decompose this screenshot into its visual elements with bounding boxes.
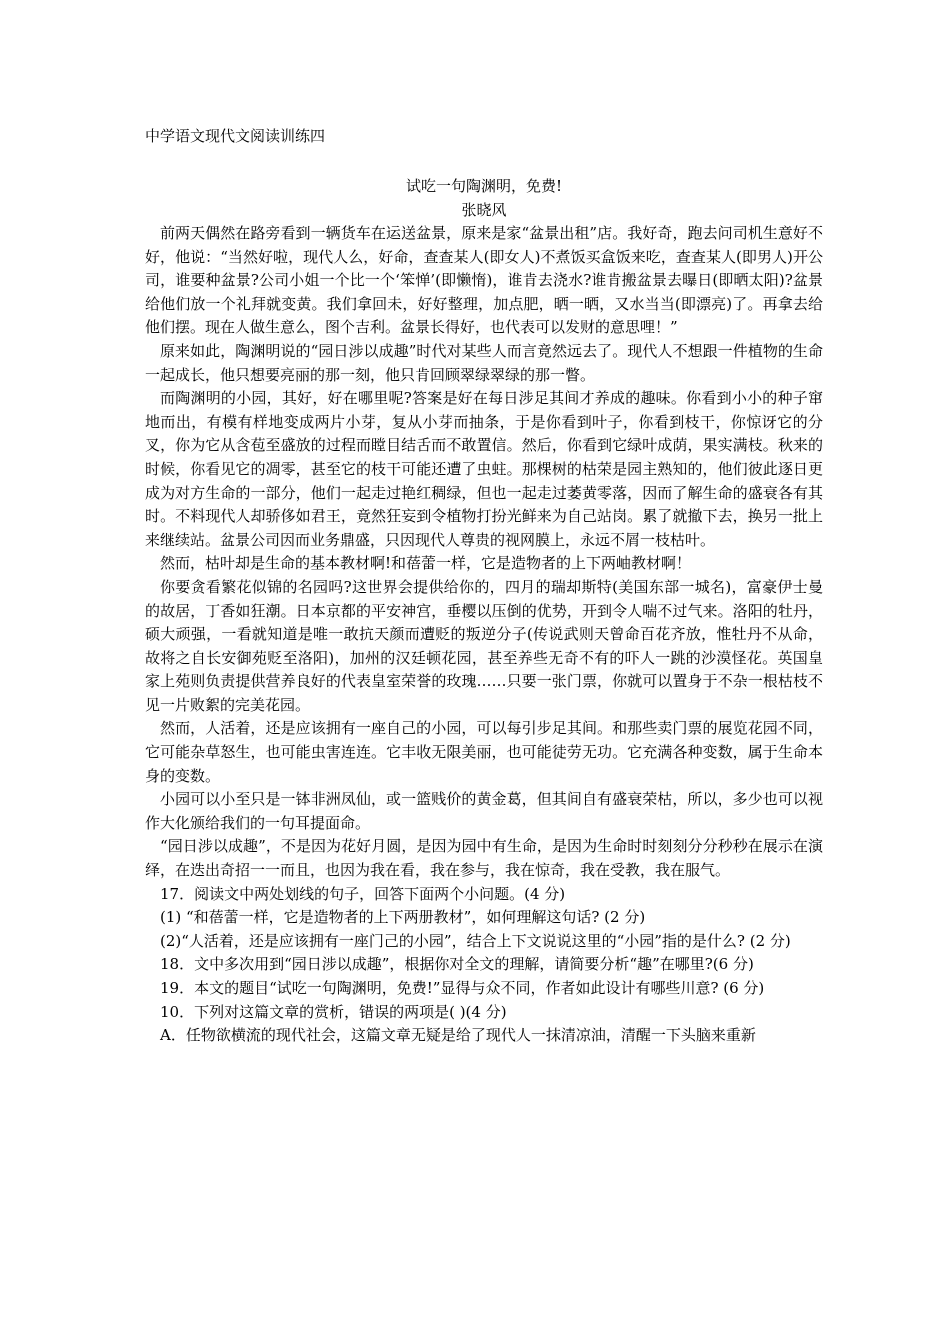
paragraph: 原来如此，陶渊明说的“园日涉以成趣”时代对某些人而言竟然远去了。现代人不想跟一件植物的生命一起成长，他只想要亮丽的那一刻，他只肯回顾翠绿翠绿的那一瞥。 xyxy=(145,341,823,384)
paragraph: 你要贪看繁花似锦的名园吗?这世界会提供给你的，四月的瑞却斯特(美国东部一城名)，富豪伊士曼的故居，丁香如狂潮。日本京都的平安神宫，垂樱以压倒的优势，开到令人喘不过气来。洛阳的牡丹，硕大顽强，一看就知道是唯一敢抗天颜而遭贬的叛逆分子(传说武则天曾命百花齐放，惟牡丹不从命，故将之自长安御苑贬至洛阳)，加州的汉廷顿花园，甚至养些无奇不有的吓人一跳的沙漠怪花。英国皇家上苑则负责提供营养良好的代表皇室荣誉的玫瑰……只要一张门票，你就可以置身于不杂一根枯枝不见一片败絮的完美花园。 xyxy=(145,577,823,714)
article-author: 张晓风 xyxy=(461,201,507,219)
question-list xyxy=(145,883,823,1048)
question-item: (1) “和蓓蕾一样，它是造物者的上下两册教材”，如何理解这句话? (2 分) xyxy=(160,908,646,927)
document-title: 中学语文现代文阅读训练四 xyxy=(145,127,326,145)
question-item: 17．阅读文中两处划线的句子，回答下面两个小问题。(4 分) xyxy=(160,884,566,903)
paragraph: “园日涉以成趣”，不是因为花好月圆，是因为园中有生命，是因为生命时时刻刻分分秒秒在展示在演绎，在迭出奇招一一而且，也因为我在看，我在参与，我在惊奇，我在受教，我在服气。 xyxy=(145,837,823,880)
paragraph: 前两天偶然在路旁看到一辆货车在运送盆景，原来是家“盆景出租”店。我好奇，跑去问司机生意好不好，他说：“当然好啦，现代人么，好命，查查某人(即女人)不煮饭买盒饭来吃，查查某人(即男人)开公司，谁要种盆景?公司小姐一个比一个‘笨惮’(即懒惰)，谁肯去浇水?谁肯搬盆景去曝日(即晒太阳)?盆景给他们放一个礼拜就变黄。我们拿回未，好好整理，加点肥，晒一晒，又水当当(即漂亮)了。再拿去给他们摆。现在人做生意么，图个吉利。盆景长得好，也代表可以发财的意思哩！” xyxy=(145,224,823,337)
paragraph: 而陶渊明的小园，其好，好在哪里呢?答案是好在每日涉足其间才养成的趣味。你看到小小的种子窜地而出，有模有样地变成两片小芽，复从小芽而抽条，于是你看到叶子，你看到枝干，你惊讶它的分叉，你为它从含苞至盛放的过程而瞠目结舌而不敢置信。然后，你看到它绿叶成荫，果实满枝。秋来的时候，你看见它的凋零，甚至它的枝干可能还遭了虫蛀。那棵树的枯荣是园主熟知的，他们彼此逐日更成为对方生命的一部分，他们一起走过艳红稠绿，但也一起走过萎黄零落，因而了解生命的盛衰各有其时。不料现代人却骄侈如君王，竟然狂妄到令植物打扮光鲜来为自己站岗。累了就撤下去，换另一批上来继续站。盆景公司因而业务鼎盛，只因现代人尊贵的视网膜上，永远不屑一枝枯叶。 xyxy=(145,389,823,549)
document-page xyxy=(145,124,823,1048)
paragraph: 然而，人活着，还是应该拥有一座自己的小园，可以每引步足其间。和那些卖门票的展览花园不同，它可能杂草怒生，也可能虫害连连。它丰收无限美丽，也可能徒劳无功。它充满各种变数，属于生命本身的变数。 xyxy=(145,719,823,785)
article-body xyxy=(145,222,823,883)
question-item: A．任物欲横流的现代社会，这篇文章无疑是给了现代人一抹清凉油，清醒一下头脑来重新 xyxy=(160,1026,756,1045)
question-item: 18．文中多次用到“园日涉以成趣”，根据你对全文的理解，请简要分析“趣”在哪里?(6 分) xyxy=(160,955,754,974)
question-item: 10．下列对这篇文章的赏析，错误的两项是( )(4 分) xyxy=(160,1002,507,1021)
paragraph: 然而，枯叶却是生命的基本教材啊!和蓓蕾一样，它是造物者的上下两岫教材啊！ xyxy=(160,554,692,573)
article-title: 试吃一句陶渊明，免费! xyxy=(405,177,563,195)
question-item: 19．本文的题目“试吃一句陶渊明，免费!”显得与众不同，作者如此设计有哪些川意? (6 分) xyxy=(160,979,765,997)
question-item: (2)“人活着，还是应该拥有一座门己的小园”，结合上下文说说这里的“小园”指的是什么? (2 分) xyxy=(160,931,791,950)
paragraph: 小园可以小至只是一钵非洲凤仙，或一篮贱价的黄金葛，但其间自有盛衰荣枯，所以，多少也可以视作大化颁给我们的一句耳提面命。 xyxy=(145,790,823,832)
